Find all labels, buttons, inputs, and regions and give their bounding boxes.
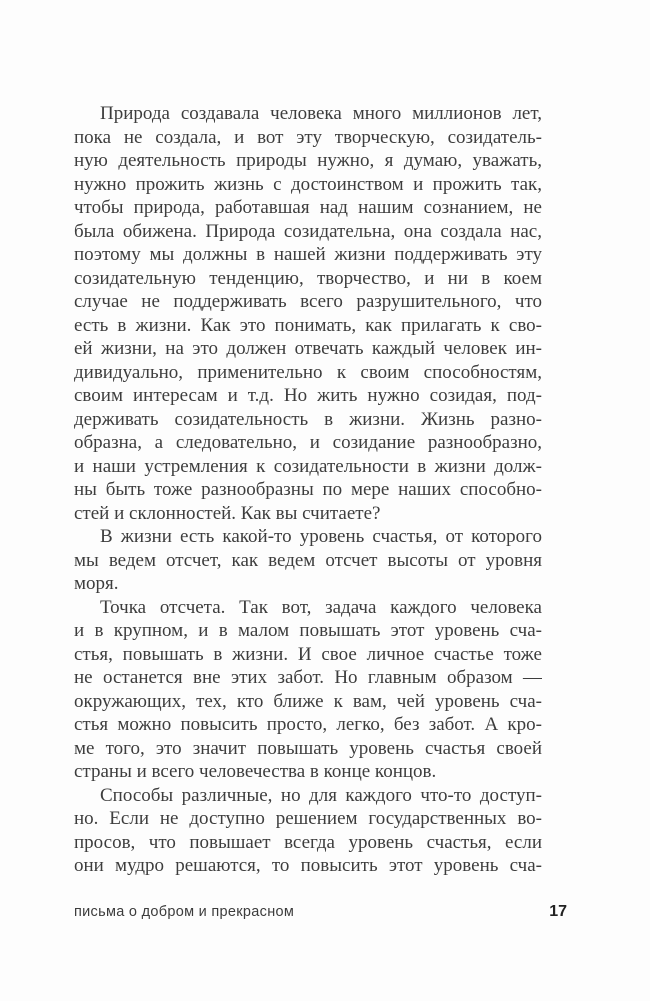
text-line: чтобы природа, работавшая над нашим сознанием, не — [74, 197, 542, 218]
page-number: 17 — [549, 903, 567, 920]
text-line: и в крупном, и в малом повышать этот уровень сча- — [74, 620, 542, 641]
text-line: Точка отсчета. Так вот, задача каждого человека — [100, 596, 542, 618]
text-line: стья, повышать в жизни. И свое личное счастье тоже — [74, 643, 542, 665]
text-line: мы ведем отсчет, как ведем отсчет высоты от уровня — [74, 549, 542, 571]
text-line: нужно прожить жизнь с достоинством и прожить так, — [74, 173, 542, 195]
text-line: есть в жизни. Как это понимать, как прилагать к сво- — [74, 314, 542, 336]
paragraph — [74, 525, 542, 596]
text-line: они мудро решаются, то повысить этот уровень сча- — [74, 855, 542, 876]
text-line: своим интересам и т.д. Но жить нужно созидая, под- — [74, 385, 542, 406]
text-line: ны быть тоже разнообразны по мере наших способно- — [74, 479, 542, 500]
page-footer — [74, 903, 567, 921]
text-line: держивать созидательность в жизни. Жизнь разно- — [74, 408, 542, 430]
text-line: и наши устремления к созидательности в жизни долж- — [74, 455, 542, 477]
text-line: стей и склонностей. Как вы считаете? — [74, 502, 381, 524]
text-line: созидательную тенденцию, творчество, и ни в коем — [74, 267, 542, 289]
text-line: просов, что повышает всегда уровень счастья, если — [74, 831, 542, 853]
text-line: стья можно повысить просто, легко, без забот. А кро- — [74, 714, 542, 735]
text-line: была обижена. Природа созидательна, она создала нас, — [74, 220, 542, 242]
page-text-block — [74, 102, 542, 878]
text-line: дивидуально, применительно к своим способностям, — [74, 361, 542, 383]
text-line: поэтому мы должны в нашей жизни поддерживать эту — [74, 244, 542, 265]
text-line: ей жизни, на это должен отвечать каждый человек ин- — [74, 338, 542, 359]
text-line: но. Если не доступно решением государственных во- — [74, 808, 542, 829]
text-line: Способы различные, но для каждого что-то доступ- — [100, 784, 542, 806]
text-line: моря. — [74, 573, 119, 594]
text-line: Природа создавала человека много миллионов лет, — [100, 103, 542, 124]
text-line: В жизни есть какой-то уровень счастья, от которого — [100, 526, 542, 547]
text-line: страны и всего человечества в конце концов. — [74, 761, 437, 782]
running-title: письма о добром и прекрасном — [74, 904, 295, 920]
text-line: окружающих, тех, кто ближе к вам, чей уровень сча- — [74, 690, 542, 712]
text-line: ную деятельность природы нужно, я думаю, уважать, — [74, 150, 542, 171]
paragraph — [74, 784, 542, 878]
text-line: не останется вне этих забот. Но главным образом — — [74, 667, 542, 688]
text-line: ме того, это значит повышать уровень счастья своей — [74, 737, 542, 759]
text-line: пока не создала, и вот эту творческую, созидатель- — [74, 126, 542, 148]
text-line: случае не поддерживать всего разрушительного, что — [74, 291, 542, 312]
paragraph — [74, 102, 542, 525]
text-line: образна, а следовательно, и созидание разнообразно, — [74, 432, 542, 453]
paragraph — [74, 596, 542, 784]
